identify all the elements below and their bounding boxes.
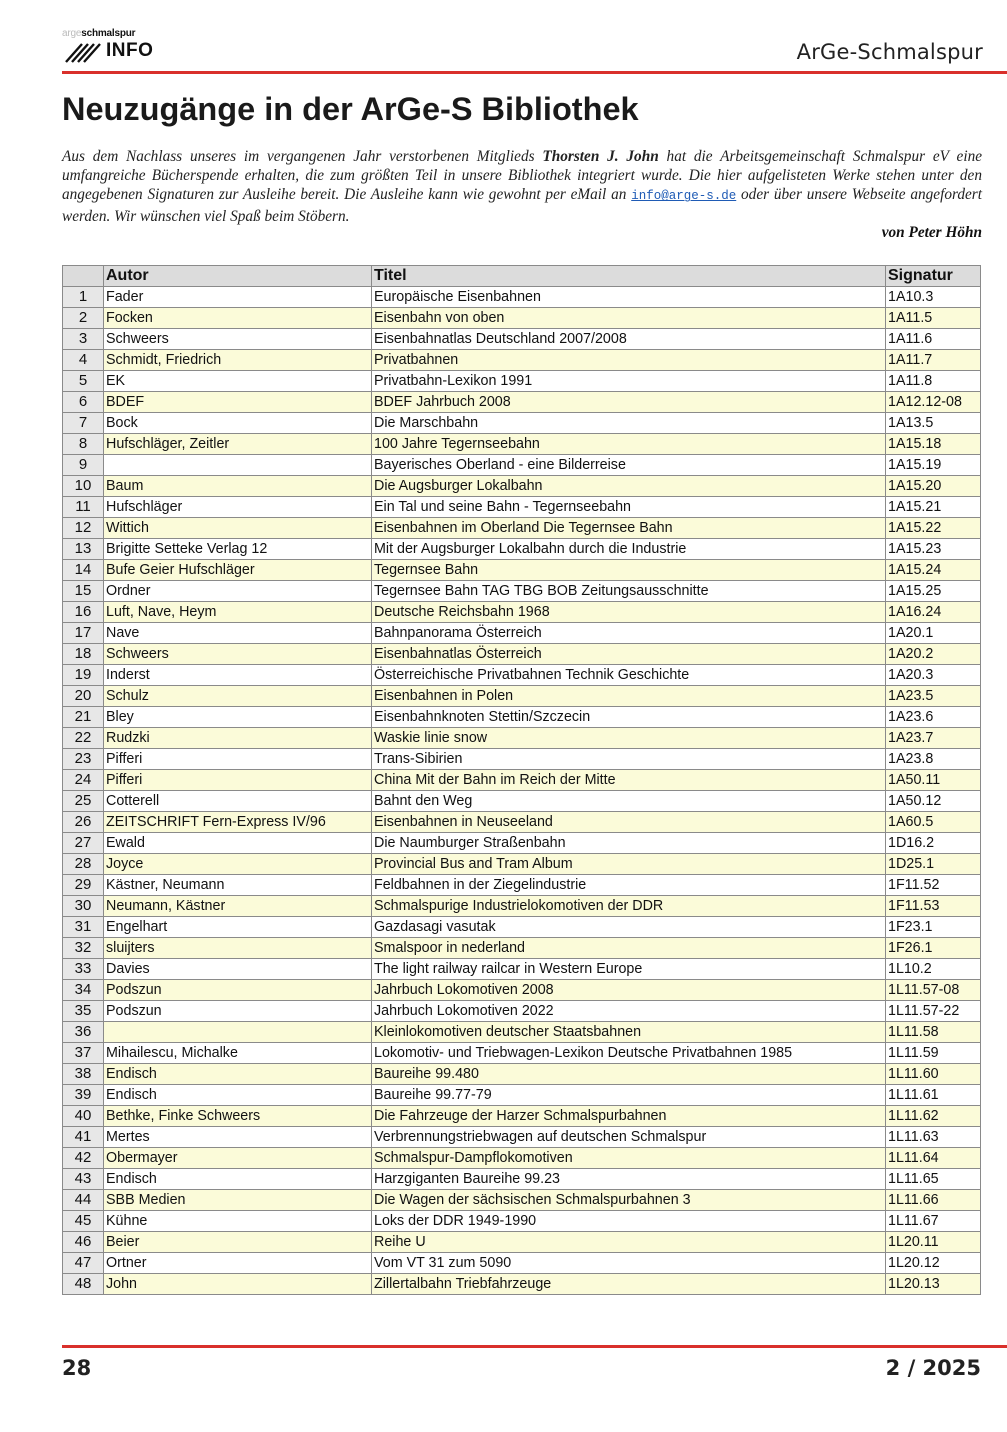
- signature-cell: 1A15.19: [886, 455, 981, 476]
- title-cell: Eisenbahnknoten Stettin/Szczecin: [372, 707, 886, 728]
- signature-cell: 1A23.8: [886, 749, 981, 770]
- table-row: [63, 896, 981, 917]
- author-cell: Rudzki: [104, 728, 372, 749]
- author-cell: SBB Medien: [104, 1190, 372, 1211]
- signature-cell: 1L11.60: [886, 1064, 981, 1085]
- row-number: 39: [63, 1085, 104, 1106]
- signature-cell: 1A23.7: [886, 728, 981, 749]
- table-row: [63, 329, 981, 350]
- signature-cell: 1L11.59: [886, 1043, 981, 1064]
- signature-cell: 1L11.67: [886, 1211, 981, 1232]
- author-cell: Endisch: [104, 1169, 372, 1190]
- table-row: [63, 917, 981, 938]
- row-number: 32: [63, 938, 104, 959]
- author-cell: Luft, Nave, Heym: [104, 602, 372, 623]
- title-cell: Die Marschbahn: [372, 413, 886, 434]
- signature-cell: 1A60.5: [886, 812, 981, 833]
- title-cell: Eisenbahnen im Oberland Die Tegernsee Bahn: [372, 518, 886, 539]
- row-number: 16: [63, 602, 104, 623]
- title-cell: Gazdasagi vasutak: [372, 917, 886, 938]
- title-cell: China Mit der Bahn im Reich der Mitte: [372, 770, 886, 791]
- title-cell: Privatbahn-Lexikon 1991: [372, 371, 886, 392]
- table-row: [63, 728, 981, 749]
- table-row: [63, 1169, 981, 1190]
- author-cell: sluijters: [104, 938, 372, 959]
- table-row: [63, 560, 981, 581]
- table-row: [63, 749, 981, 770]
- author-cell: Focken: [104, 308, 372, 329]
- table-row: [63, 518, 981, 539]
- header-divider: [62, 71, 1007, 74]
- title-cell: BDEF Jahrbuch 2008: [372, 392, 886, 413]
- title-cell: Jahrbuch Lokomotiven 2022: [372, 1001, 886, 1022]
- table-row: [63, 1148, 981, 1169]
- author-cell: Bufe Geier Hufschläger: [104, 560, 372, 581]
- row-number: 43: [63, 1169, 104, 1190]
- title-cell: Baureihe 99.77-79: [372, 1085, 886, 1106]
- author-cell: Bethke, Finke Schweers: [104, 1106, 372, 1127]
- row-number: 31: [63, 917, 104, 938]
- row-number: 10: [63, 476, 104, 497]
- table-row: [63, 812, 981, 833]
- table-row: [63, 875, 981, 896]
- signature-cell: 1L11.62: [886, 1106, 981, 1127]
- signature-cell: 1A15.20: [886, 476, 981, 497]
- author-cell: ZEITSCHRIFT Fern-Express IV/96: [104, 812, 372, 833]
- row-number: 9: [63, 455, 104, 476]
- table-row: [63, 644, 981, 665]
- title-cell: Kleinlokomotiven deutscher Staatsbahnen: [372, 1022, 886, 1043]
- author-cell: Schmidt, Friedrich: [104, 350, 372, 371]
- table-row: [63, 497, 981, 518]
- table-row: [63, 1253, 981, 1274]
- table-row: [63, 371, 981, 392]
- author-cell: Schulz: [104, 686, 372, 707]
- signature-cell: 1A50.12: [886, 791, 981, 812]
- table-row: [63, 1190, 981, 1211]
- row-number: 4: [63, 350, 104, 371]
- row-number: 1: [63, 287, 104, 308]
- signature-cell: 1L11.61: [886, 1085, 981, 1106]
- row-number: 13: [63, 539, 104, 560]
- signature-cell: 1D16.2: [886, 833, 981, 854]
- table-row: [63, 770, 981, 791]
- author-cell: Engelhart: [104, 917, 372, 938]
- signature-cell: 1L11.65: [886, 1169, 981, 1190]
- table-row: [63, 1211, 981, 1232]
- table-row: [63, 1001, 981, 1022]
- table-row: [63, 350, 981, 371]
- title-cell: The light railway railcar in Western Europe: [372, 959, 886, 980]
- intro-paragraph: Aus dem Nachlass unseres im vergangenen Jahr verstorbenen Mitglieds Thorsten J. John hat die Arbeitsgemeinschaft Schmalspur eV eine umfangreiche Bücherspende erhalten, die zum größten Teil in unsere Bibliothek integriert wurde. Die hier aufgelisteten Werke stehen unter den angegebenen Signaturen zur Ausleihe bereit. Die Ausleihe kann wie gewohnt per eMail an info@arge-s.de oder über unsere Webseite angefordert werden. Wir wünschen viel Spaß beim Stöbern.: [62, 148, 983, 225]
- signature-cell: 1A20.2: [886, 644, 981, 665]
- footer-divider: [62, 1345, 1007, 1348]
- column-header-title: Titel: [372, 266, 886, 287]
- signature-cell: 1L11.57-08: [886, 980, 981, 1001]
- author-cell: EK: [104, 371, 372, 392]
- title-cell: Schmalspurige Industrielokomotiven der DDR: [372, 896, 886, 917]
- table-row: [63, 833, 981, 854]
- title-cell: Die Wagen der sächsischen Schmalspurbahnen 3: [372, 1190, 886, 1211]
- book-table: [62, 265, 981, 1295]
- title-cell: Bahnt den Weg: [372, 791, 886, 812]
- title-cell: Die Fahrzeuge der Harzer Schmalspurbahnen: [372, 1106, 886, 1127]
- title-cell: 100 Jahre Tegernseebahn: [372, 434, 886, 455]
- title-cell: Europäische Eisenbahnen: [372, 287, 886, 308]
- table-row: [63, 686, 981, 707]
- title-cell: Bayerisches Oberland - eine Bilderreise: [372, 455, 886, 476]
- signature-cell: 1L20.12: [886, 1253, 981, 1274]
- row-number: 12: [63, 518, 104, 539]
- signature-cell: 1A12.12-08: [886, 392, 981, 413]
- table-row: [63, 581, 981, 602]
- row-number: 33: [63, 959, 104, 980]
- row-number: 3: [63, 329, 104, 350]
- title-cell: Eisenbahnen in Polen: [372, 686, 886, 707]
- title-cell: Tegernsee Bahn: [372, 560, 886, 581]
- column-header-number: [63, 266, 104, 287]
- row-number: 42: [63, 1148, 104, 1169]
- row-number: 6: [63, 392, 104, 413]
- rail-stripes-icon: [64, 42, 104, 64]
- logo-wordmark: argeschmalspur: [62, 28, 136, 39]
- row-number: 29: [63, 875, 104, 896]
- signature-cell: 1L11.57-22: [886, 1001, 981, 1022]
- row-number: 27: [63, 833, 104, 854]
- title-cell: Eisenbahnatlas Deutschland 2007/2008: [372, 329, 886, 350]
- author-cell: Ordner: [104, 581, 372, 602]
- author-cell: Mertes: [104, 1127, 372, 1148]
- author-cell: Mihailescu, Michalke: [104, 1043, 372, 1064]
- signature-cell: 1F23.1: [886, 917, 981, 938]
- author-cell: Baum: [104, 476, 372, 497]
- title-cell: Bahnpanorama Österreich: [372, 623, 886, 644]
- table-row: [63, 1232, 981, 1253]
- title-cell: Schmalspur-Dampflokomotiven: [372, 1148, 886, 1169]
- title-cell: Eisenbahnatlas Österreich: [372, 644, 886, 665]
- title-cell: Privatbahnen: [372, 350, 886, 371]
- table-row: [63, 476, 981, 497]
- title-cell: Provincial Bus and Tram Album: [372, 854, 886, 875]
- title-cell: Verbrennungstriebwagen auf deutschen Schmalspur: [372, 1127, 886, 1148]
- author-cell: Inderst: [104, 665, 372, 686]
- title-cell: Tegernsee Bahn TAG TBG BOB Zeitungsausschnitte: [372, 581, 886, 602]
- table-row: [63, 665, 981, 686]
- signature-cell: 1A15.25: [886, 581, 981, 602]
- signature-cell: 1F26.1: [886, 938, 981, 959]
- table-row: [63, 1274, 981, 1295]
- row-number: 46: [63, 1232, 104, 1253]
- author-cell: Cotterell: [104, 791, 372, 812]
- author-cell: Pifferi: [104, 749, 372, 770]
- title-cell: Ein Tal und seine Bahn - Tegernseebahn: [372, 497, 886, 518]
- signature-cell: 1A11.6: [886, 329, 981, 350]
- title-cell: Baureihe 99.480: [372, 1064, 886, 1085]
- title-cell: Jahrbuch Lokomotiven 2008: [372, 980, 886, 1001]
- row-number: 45: [63, 1211, 104, 1232]
- title-cell: Zillertalbahn Triebfahrzeuge: [372, 1274, 886, 1295]
- signature-cell: 1L20.11: [886, 1232, 981, 1253]
- title-cell: Harzgiganten Baureihe 99.23: [372, 1169, 886, 1190]
- author-cell: Podszun: [104, 980, 372, 1001]
- table-row: [63, 455, 981, 476]
- signature-cell: 1L11.58: [886, 1022, 981, 1043]
- table-row: [63, 791, 981, 812]
- signature-cell: 1L11.63: [886, 1127, 981, 1148]
- signature-cell: 1F11.53: [886, 896, 981, 917]
- author-cell: Neumann, Kästner: [104, 896, 372, 917]
- table-row: [63, 287, 981, 308]
- title-cell: Feldbahnen in der Ziegelindustrie: [372, 875, 886, 896]
- author-cell: Hufschläger, Zeitler: [104, 434, 372, 455]
- title-cell: Eisenbahn von oben: [372, 308, 886, 329]
- signature-cell: 1D25.1: [886, 854, 981, 875]
- row-number: 30: [63, 896, 104, 917]
- logo-info: INFO: [106, 40, 154, 61]
- row-number: 28: [63, 854, 104, 875]
- title-cell: Smalspoor in nederland: [372, 938, 886, 959]
- title-cell: Deutsche Reichsbahn 1968: [372, 602, 886, 623]
- issue-number: 2 / 2025: [885, 1356, 981, 1380]
- author-cell: Pifferi: [104, 770, 372, 791]
- row-number: 47: [63, 1253, 104, 1274]
- signature-cell: 1L10.2: [886, 959, 981, 980]
- column-header-author: Autor: [104, 266, 372, 287]
- table-row: [63, 938, 981, 959]
- row-number: 19: [63, 665, 104, 686]
- author-cell: Schweers: [104, 329, 372, 350]
- table-row: [63, 1106, 981, 1127]
- title-cell: Waskie linie snow: [372, 728, 886, 749]
- title-cell: Mit der Augsburger Lokalbahn durch die Industrie: [372, 539, 886, 560]
- row-number: 22: [63, 728, 104, 749]
- title-cell: Die Naumburger Straßenbahn: [372, 833, 886, 854]
- row-number: 26: [63, 812, 104, 833]
- row-number: 18: [63, 644, 104, 665]
- row-number: 11: [63, 497, 104, 518]
- row-number: 35: [63, 1001, 104, 1022]
- row-number: 20: [63, 686, 104, 707]
- table-row: [63, 434, 981, 455]
- author-cell: Nave: [104, 623, 372, 644]
- row-number: 40: [63, 1106, 104, 1127]
- author-cell: Podszun: [104, 1001, 372, 1022]
- page-title: Neuzugänge in der ArGe-S Bibliothek: [62, 91, 639, 127]
- table-row: [63, 1022, 981, 1043]
- row-number: 38: [63, 1064, 104, 1085]
- signature-cell: 1A20.1: [886, 623, 981, 644]
- row-number: 17: [63, 623, 104, 644]
- title-cell: Die Augsburger Lokalbahn: [372, 476, 886, 497]
- author-cell: [104, 455, 372, 476]
- title-cell: Trans-Sibirien: [372, 749, 886, 770]
- signature-cell: 1A11.8: [886, 371, 981, 392]
- brand-name: ArGe-Schmalspur: [796, 40, 983, 64]
- author-cell: Bley: [104, 707, 372, 728]
- member-name: Thorsten J. John: [542, 148, 659, 165]
- title-cell: Lokomotiv- und Triebwagen-Lexikon Deutsche Privatbahnen 1985: [372, 1043, 886, 1064]
- author-cell: Schweers: [104, 644, 372, 665]
- table-row: [63, 854, 981, 875]
- title-cell: Reihe U: [372, 1232, 886, 1253]
- table-row: [63, 623, 981, 644]
- row-number: 2: [63, 308, 104, 329]
- table-row: [63, 308, 981, 329]
- row-number: 15: [63, 581, 104, 602]
- row-number: 48: [63, 1274, 104, 1295]
- signature-cell: 1F11.52: [886, 875, 981, 896]
- signature-cell: 1L11.66: [886, 1190, 981, 1211]
- row-number: 34: [63, 980, 104, 1001]
- signature-cell: 1A15.21: [886, 497, 981, 518]
- signature-cell: 1A10.3: [886, 287, 981, 308]
- logo: [62, 28, 152, 68]
- table-row: [63, 602, 981, 623]
- author-cell: Fader: [104, 287, 372, 308]
- signature-cell: 1A23.5: [886, 686, 981, 707]
- author-cell: BDEF: [104, 392, 372, 413]
- title-cell: Vom VT 31 zum 5090: [372, 1253, 886, 1274]
- signature-cell: 1A23.6: [886, 707, 981, 728]
- author-cell: Bock: [104, 413, 372, 434]
- row-number: 14: [63, 560, 104, 581]
- title-cell: Eisenbahnen in Neuseeland: [372, 812, 886, 833]
- row-number: 5: [63, 371, 104, 392]
- page-number: 28: [62, 1356, 92, 1380]
- author-cell: [104, 1022, 372, 1043]
- author-cell: Kästner, Neumann: [104, 875, 372, 896]
- table-row: [63, 413, 981, 434]
- author-cell: Wittich: [104, 518, 372, 539]
- author-cell: Kühne: [104, 1211, 372, 1232]
- table-row: [63, 1064, 981, 1085]
- author-cell: Endisch: [104, 1085, 372, 1106]
- signature-cell: 1A50.11: [886, 770, 981, 791]
- table-row: [63, 392, 981, 413]
- row-number: 36: [63, 1022, 104, 1043]
- title-cell: Loks der DDR 1949-1990: [372, 1211, 886, 1232]
- signature-cell: 1A11.7: [886, 350, 981, 371]
- table-row: [63, 959, 981, 980]
- author-cell: Brigitte Setteke Verlag 12: [104, 539, 372, 560]
- signature-cell: 1A15.24: [886, 560, 981, 581]
- signature-cell: 1A20.3: [886, 665, 981, 686]
- row-number: 24: [63, 770, 104, 791]
- column-header-signature: Signatur: [886, 266, 981, 287]
- signature-cell: 1A11.5: [886, 308, 981, 329]
- row-number: 21: [63, 707, 104, 728]
- signature-cell: 1A16.24: [886, 602, 981, 623]
- table-row: [63, 980, 981, 1001]
- author-cell: Davies: [104, 959, 372, 980]
- table-row: [63, 707, 981, 728]
- table-header-row: [63, 266, 981, 287]
- title-cell: Österreichische Privatbahnen Technik Geschichte: [372, 665, 886, 686]
- author-cell: Obermayer: [104, 1148, 372, 1169]
- signature-cell: 1A15.23: [886, 539, 981, 560]
- table-row: [63, 1085, 981, 1106]
- row-number: 41: [63, 1127, 104, 1148]
- row-number: 7: [63, 413, 104, 434]
- row-number: 44: [63, 1190, 104, 1211]
- author-cell: Hufschläger: [104, 497, 372, 518]
- author-cell: Ewald: [104, 833, 372, 854]
- table-row: [63, 1127, 981, 1148]
- signature-cell: 1A15.18: [886, 434, 981, 455]
- author-credit: von Peter Höhn: [881, 224, 982, 241]
- email-link[interactable]: info@arge-s.de: [631, 189, 737, 204]
- author-cell: Beier: [104, 1232, 372, 1253]
- author-cell: Joyce: [104, 854, 372, 875]
- row-number: 37: [63, 1043, 104, 1064]
- table-row: [63, 539, 981, 560]
- signature-cell: 1L20.13: [886, 1274, 981, 1295]
- table-row: [63, 1043, 981, 1064]
- author-cell: Endisch: [104, 1064, 372, 1085]
- row-number: 8: [63, 434, 104, 455]
- signature-cell: 1L11.64: [886, 1148, 981, 1169]
- author-cell: John: [104, 1274, 372, 1295]
- row-number: 25: [63, 791, 104, 812]
- row-number: 23: [63, 749, 104, 770]
- signature-cell: 1A13.5: [886, 413, 981, 434]
- author-cell: Ortner: [104, 1253, 372, 1274]
- signature-cell: 1A15.22: [886, 518, 981, 539]
